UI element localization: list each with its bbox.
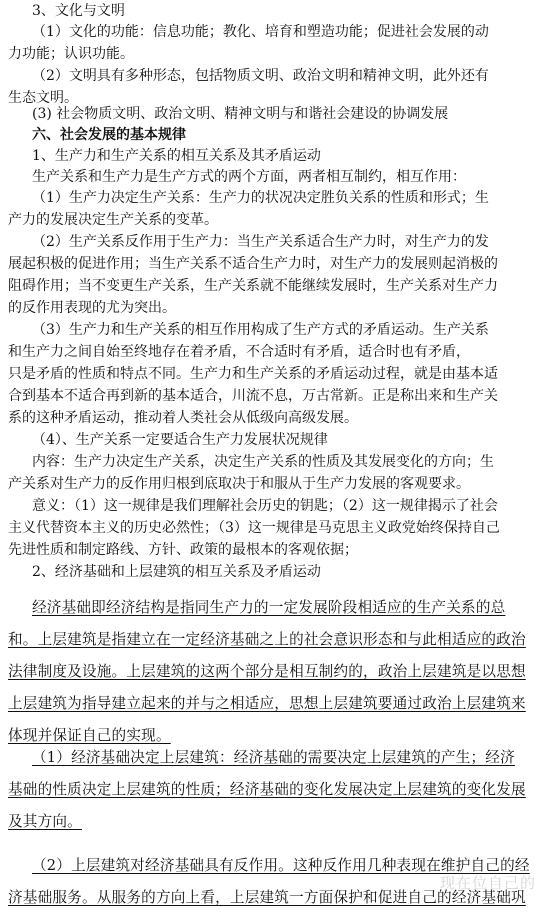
paragraph-economic-base-definition: 经济基础即经济结构是指同生产力的一定发展阶段相适应的生产关系的总 和。上层建筑是指建立在一定经济基础之上的社会意识形态和与此相适应的政治 法律制度及设施。上层建筑的这两个部分是相互制约的，政治上层建筑是以思想 上层建筑为指导建立起来的并与之相适应，思想上层建筑要通过政治上层建筑来 体现并保证自己的实现。 (8, 599, 526, 744)
paragraph-1-2: （2）生产关系反作用于生产力：当生产关系适合生产力时，对生产力的发 展起积极的促进作用；当生产关系不适合生产力时，对生产力的发展则起消极的 阻碍作用；当不变更生产关系，生产关系就不能继续发展时，生产关系对生产力 的反作用表现的尤为突出。 (8, 234, 498, 316)
paragraph-content: 内容：生产力决定生产关系，决定生产关系的性质及其发展变化的方向；生 产关系对生产力的反作用归根到底取决于和服从于生产力发展的客观要求。 (8, 454, 494, 492)
paragraph-1-4: （4）、生产关系一定要适合生产力发展状况规律 (32, 432, 328, 448)
section-1-title: 1、生产力和生产关系的相互关系及其矛盾运动 (32, 148, 321, 164)
paragraph-2-1: （1）经济基础决定上层建筑：经济基础的需要决定上层建筑的产生；经济 基础的性质决定上层建筑的性质；经济基础的变化发展决定上层建筑的变化发展 及其方向。 (8, 749, 526, 830)
paragraph-2-2: （2）上层建筑对经济基础具有反作用。这种反作用几种表现在维护自己的经 济基础服务。从服务的方向上看，上层建筑一方面保护和促进自己的经济基础巩 (8, 857, 530, 906)
paragraph-harmonious-development: (3) 社会物质文明、政治文明、精神文明与和谐社会建设的协调发展 (32, 106, 449, 122)
paragraph-1-1: （1）生产力决定生产关系：生产力的状况决定胜负关系的性质和形式；生 产力的发展决定生产关系的变革。 (8, 190, 489, 228)
heading-six: 六、社会发展的基本规律 (32, 127, 186, 143)
paragraph-culture-function: （1）文化的功能：信息功能；教化、培育和塑造功能；促进社会发展的动 力功能；认识功能。 (8, 24, 489, 62)
paragraph-meaning: 意义：（1）这一规律是我们理解社会历史的钥匙；（2）这一规律揭示了社会 主义代替资本主义的历史必然性；（3）这一规律是马克思主义政党始终保持自己 先进性质和制定路线、方针、政策的最根本的客观依据； (8, 498, 500, 558)
watermark: 现在位自己的 (439, 874, 536, 892)
section-3-title: 3、文化与文明 (32, 3, 125, 19)
section-2-title: 2、经济基础和上层建筑的相互关系及矛盾运动 (32, 564, 321, 580)
section-1-intro: 生产关系和生产力是生产方式的两个方面，两者相互制约，相互作用： (32, 169, 466, 185)
paragraph-1-3: （3）生产力和生产关系的相互作用构成了生产方式的矛盾运动。生产关系 和生产力之间自始至终地存在着矛盾，不合适时有矛盾，适合时也有矛盾， 只是矛盾的性质和特点不同。生产力和生产关系的矛盾运动过程，就是由基本适 合到基本不适合再到新的基本适合，川流不息，万古常新。正是称出来和生产关 系的这种矛盾运动，推动着人类社会从低级向高级发展。 (8, 322, 498, 426)
paragraph-civilization-forms: （2）文明具有多种形态，包括物质文明、政治文明和精神文明，此外还有 生态文明。 (8, 68, 489, 106)
